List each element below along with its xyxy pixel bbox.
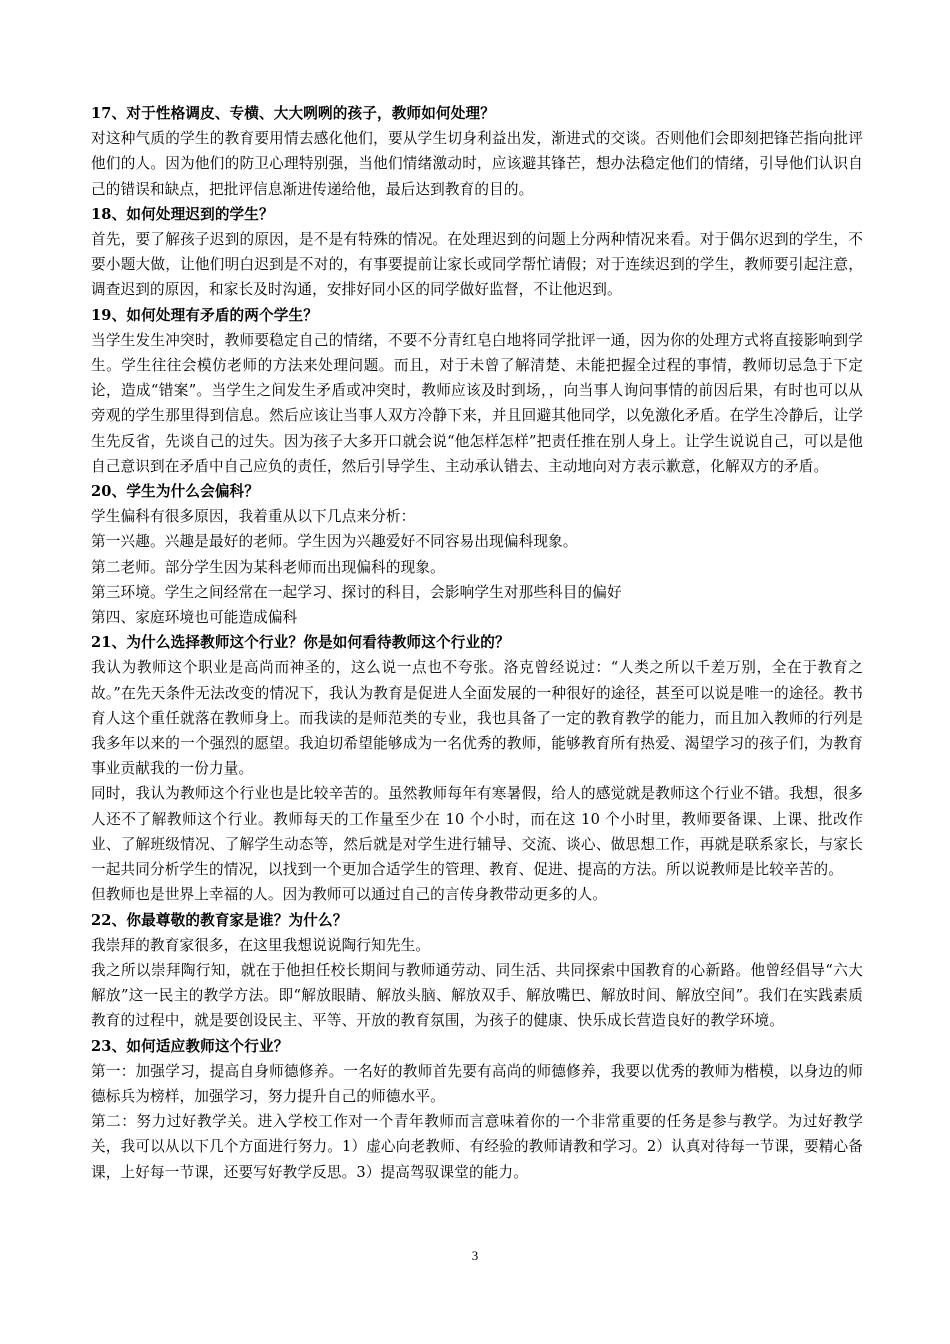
answer-paragraph: 第二：努力过好教学关。进入学校工作对一个青年教师而言意味着你的一个非常重要的任务是参与教学。为过好教学关，我可以从以下几个方面进行努力。1）虚心向老教师、有经验的教师请教和学习。2）认真对待每一节课，要精心备课，上好每一节课，还要写好教学反思。3）提高驾驭课堂的能力。: [91, 1113, 863, 1181]
answer-paragraph: 当学生发生冲突时，教师要稳定自己的情绪，不要不分青红皂白地将同学批评一通，因为你的处理方式将直接影响到学生。学生往往会模仿老师的方法来处理问题。而且，对于未曾了解清楚、未能把握全过程的事情，教师切忌急于下定论，造成“错案”。当学生之间发生矛盾或冲突时，教师应该及时到场，，向当事人询问事情的前因后果，有时也可以从旁观的学生那里得到信息。然后应该让当事人双方冷静下来，并且回避其他同学，以免激化矛盾。在学生冷静后，让学生先反省，先谈自己的过失。因为孩子大多开口就会说“他怎样怎样”把责任推在别人身上。让学生说说自己，可以是他自己意识到在矛盾中自己应负的责任，然后引导学生、主动承认错去、主动地向对方表示歉意，化解双方的矛盾。: [91, 331, 863, 475]
page-number: 3: [471, 1248, 479, 1263]
answer-paragraph: 第一兴趣。兴趣是最好的老师。学生因为兴趣爱好不同容易出现偏科现象。: [91, 533, 578, 551]
section-22: [91, 908, 863, 1034]
answer-paragraph: 第四、家庭环境也可能造成偏科: [91, 609, 298, 627]
question-heading: 21、为什么选择教师这个行业？你是如何看待教师这个行业的？: [91, 634, 510, 652]
answer-paragraph: 第三环境。学生之间经常在一起学习、探讨的科目，会影响学生对那些科目的偏好: [91, 583, 622, 601]
section-21: [91, 630, 863, 907]
answer-paragraph: 第一：加强学习，提高自身师德修养。一名好的教师首先要有高尚的师德修养，我要以优秀的教师为楷模，以身边的师德标兵为榜样，加强学习，努力提升自己的师德水平。: [91, 1062, 863, 1105]
section-19: [91, 303, 863, 479]
section-17: [91, 101, 863, 202]
document-body: [91, 101, 863, 1185]
section-20: [91, 479, 863, 630]
answer-paragraph: 第二老师。部分学生因为某科老师而出现偏科的现象。: [91, 558, 445, 576]
question-heading: 23、如何适应教师这个行业？: [91, 1037, 289, 1055]
question-heading: 19、如何处理有矛盾的两个学生？: [91, 306, 319, 324]
question-heading: 22、你最尊敬的教育家是谁？为什么？: [91, 911, 348, 929]
section-18: [91, 202, 863, 303]
answer-paragraph: 对这种气质的学生的教育要用情去感化他们，要从学生切身利益出发，渐进式的交谈。否则他们会即刻把锋芒指向批评他们的人。因为他们的防卫心理特别强，当他们情绪激动时，应该避其锋芒，想办法稳定他们的情绪，引导他们认识自己的错误和缺点，把批评信息渐进传递给他，最后达到教育的目的。: [91, 130, 863, 198]
answer-paragraph: 同时，我认为教师这个行业也是比较辛苦的。虽然教师每年有寒暑假，给人的感觉就是教师这个行业不错。我想，很多人还不了解教师这个行业。教师每天的工作量至少在 10 个小时，而在这 10 个小时里，教师要备课、上课、批改作业、了解班级情况、了解学生动态等，然后就是对学生进行辅导、交流、谈心、做思想工作，再就是联系家长，与家长一起共同分析学生的情况，以找到一个更加合适学生的管理、教育、促进、提高的方法。所以说教师是比较辛苦的。: [91, 785, 863, 879]
question-heading: 17、对于性格调皮、专横、大大咧咧的孩子，教师如何处理？: [91, 105, 495, 122]
question-heading: 18、如何处理迟到的学生？: [91, 205, 274, 223]
question-heading: 20、学生为什么会偏科？: [91, 483, 260, 501]
answer-paragraph: 但教师也是世界上幸福的人。因为教师可以通过自己的言传身教带动更多的人。: [91, 886, 608, 904]
answer-paragraph: 学生偏科有很多原因，我着重从以下几点来分析：: [91, 508, 416, 526]
answer-paragraph: 我之所以崇拜陶行知，就在于他担任校长期间与教师通劳动、同生活、共同探索中国教育的心新路。他曾经倡导“六大解放”这一民主的教学方法。即“解放眼睛、解放头脑、解放双手、解放嘴巴、解放时间、解放空间”。我们在实践素质教育的过程中，就是要创设民主、平等、开放的教育氛围，为孩子的健康、快乐成长营造良好的教学环境。: [91, 961, 863, 1030]
answer-paragraph: 我崇拜的教育家很多，在这里我想说说陶行知先生。: [91, 936, 431, 954]
section-23: [91, 1034, 863, 1185]
answer-paragraph: 我认为教师这个职业是高尚而神圣的，这么说一点也不夸张。洛克曾经说过：“人类之所以千差万别，全在于教育之故。”在先天条件无法改变的情况下，我认为教育是促进人全面发展的一种很好的途径，甚至可以说是唯一的途径。教书育人这个重任就落在教师身上。而我读的是师范类的专业，我也具备了一定的教育教学的能力，而且加入教师的行列是我多年以来的一个强烈的愿望。我迫切希望能够成为一名优秀的教师，能够教育所有热爱、渴望学习的孩子们，为教育事业贡献我的一份力量。: [91, 659, 863, 778]
answer-paragraph: 首先，要了解孩子迟到的原因，是不是有特殊的情况。在处理迟到的问题上分两种情况来看。对于偶尔迟到的学生，不要小题大做，让他们明白迟到是不对的，有事要提前让家长或同学帮忙请假；对于连续迟到的学生，教师要引起注意，调查迟到的原因，和家长及时沟通，安排好同小区的同学做好监督，不让他迟到。: [91, 231, 863, 299]
